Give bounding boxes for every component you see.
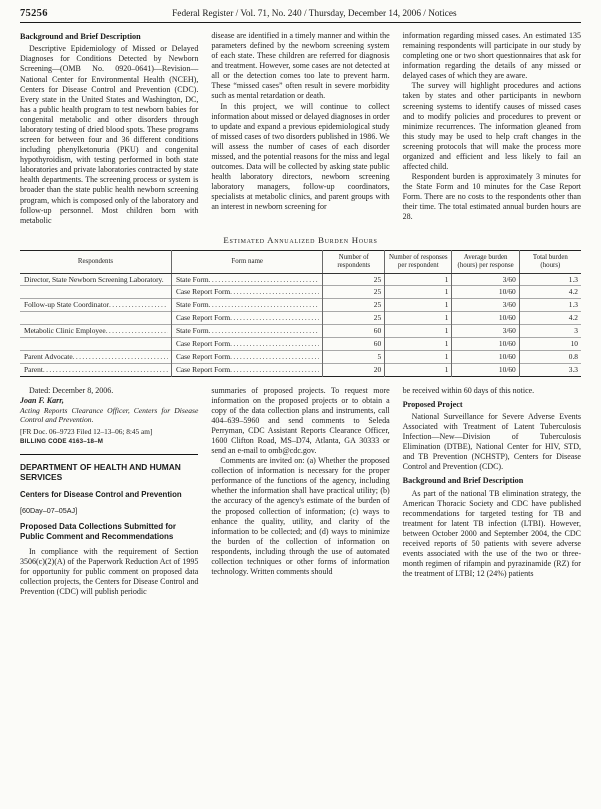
cell-avg-burden: 3/60 [452,299,519,312]
cell-total-burden: 4.2 [519,312,581,325]
dot-leader [209,276,320,285]
masthead [20,8,581,19]
cell-num-responses: 1 [385,363,452,376]
paragraph: National Surveillance for Severe Adverse Events Associated with Treatment of Latent Tuberculosis Infection—New—Division of Tuberculosis Elimination (DTBE), National Center for HIV, STD, and TB Prevention (NCHSTP), Centers for Disease Control and Prevention (CDC). [402,412,581,472]
dot-leader [230,314,319,323]
cell-num-respondents: 60 [323,337,385,350]
burden-hours-table [20,250,581,377]
page-number: 75256 [20,8,48,19]
cell-num-respondents: 25 [323,273,385,286]
col-header-num-responses: Number of responses per respondent [385,250,452,273]
col-header-num-respondents: Number of respondents [323,250,385,273]
top-columns [20,31,581,226]
fr-doc-line: [FR Doc. 06–9723 Filed 12–13–06; 8:45 am] [20,426,153,436]
cell-avg-burden: 10/60 [452,286,519,299]
cell-avg-burden: 3/60 [452,325,519,338]
cell-num-responses: 1 [385,286,452,299]
paragraph: In this project, we will continue to collect information about missed or delayed diagnoses in order to update and expand a previous epidemiological study of missed cases of two disorders published in 1986. We will assess the number of cases of each disorder missed, and the potential reasons for the miss and legal outcomes. Data will be collected by asking state public health laboratory directors, newborn screening laboratory managers, follow-up coordinators, specialists at metabolic clinics, and parent groups with an interest in newborn screening for [211,101,390,212]
notice-title: Proposed Data Collections Submitted for Public Comment and Recommendations [20,521,177,541]
cell-num-responses: 1 [385,312,452,325]
cell-form-name: Case Report Form ..... [171,337,322,350]
dot-leader [209,327,320,336]
cell-num-responses: 1 [385,350,452,363]
cell-total-burden: 1.3 [519,299,581,312]
docket-number: [60Day–07–05AJ] [20,505,78,515]
cell-respondent [20,286,171,299]
paragraph: disease are identified in a timely manner and within the parameters defined by the newborn screening system of each state. These children are referred for diagnosis and treatment. However, some cases are not detected at all or the detection comes too late to prevent harm. These “missed cases” often result in severe morbidity such as mental retardation or death. [211,31,390,101]
cell-form-name: Case Report Form ..... [171,350,322,363]
cell-form-name: Case Report Form ..... [171,363,322,376]
document-separator-rule [20,454,198,455]
table-row [20,325,581,338]
col-header-respondents: Respondents [20,250,171,273]
cell-num-responses: 1 [385,299,452,312]
table-row [20,312,581,325]
paragraph: Respondent burden is approximately 3 minutes for the State Form and 10 minutes for the Case Report Form. There are no costs to the respondents other than their time. The total estimated annual burden hours are 28. [402,172,581,222]
cell-form-name: State Form ..... [171,273,322,286]
cell-total-burden: 3.3 [519,363,581,376]
signature-name: Joan F. Karr, [20,395,64,405]
cell-respondent: Director, State Newborn Screening Laboratory. [20,273,171,286]
cell-num-respondents: 25 [323,299,385,312]
cell-avg-burden: 10/60 [452,312,519,325]
paragraph: As part of the national TB elimination strategy, the American Thoracic Society and CDC have published recommendations for targeted testing for TB and treatment for latent TB infection (LTBI). However, between October 2000 and September 2004, the CDC received reports of 50 patients with severe adverse events associated with the use of the two or three-month regimen of rifampin and pyrazinamide (RZ) for the treatment of LTBI; 12 (24%) patients [402,488,581,579]
cell-avg-burden: 10/60 [452,350,519,363]
cell-total-burden: 3 [519,325,581,338]
cell-respondent: Parent ..... [20,363,171,376]
table-row [20,273,581,286]
cell-form-name: Case Report Form ..... [171,312,322,325]
masthead-title: Federal Register / Vol. 71, No. 240 / Thursday, December 14, 2006 / Notices [172,9,457,19]
dot-leader [43,366,168,375]
cell-num-respondents: 60 [323,325,385,338]
cell-avg-burden: 10/60 [452,337,519,350]
col-header-total-burden: Total burden (hours) [519,250,581,273]
cell-num-responses: 1 [385,273,452,286]
cell-num-respondents: 25 [323,286,385,299]
table-row [20,350,581,363]
bottom-column-3 [403,386,581,598]
cell-form-name: State Form ..... [171,325,322,338]
cell-num-responses: 1 [385,325,452,338]
billing-code: BILLING CODE 4163–18–M [20,438,104,446]
cell-form-name: State Form ..... [171,299,322,312]
cell-num-respondents: 5 [323,350,385,363]
cell-num-responses: 1 [385,337,452,350]
col-header-form-name: Form name [171,250,322,273]
dot-leader [109,301,168,310]
cell-avg-burden: 10/60 [452,363,519,376]
cell-respondent: Parent Advocate ..... [20,350,171,363]
cell-respondent [20,312,171,325]
paragraph: summaries of proposed projects. To request more information on the proposed projects or to obtain a copy of the data collection plans and instruments, call 404–639–5960 and send comments to Seleda Perryman, CDC Assistant Reports Clearance Officer, 1600 Clifton Road, MS–D74, Atlanta, GA 30333 or send an e-mail to omb@cdc.gov. [211,385,390,456]
signature-title: Acting Reports Clearance Officer, Centers for Disease Control and Prevention. [20,405,199,424]
top-column-1 [20,31,198,226]
dated-line: Dated: December 8, 2006. [29,385,114,395]
top-column-2 [211,31,389,226]
cell-num-respondents: 20 [323,363,385,376]
section-heading: Background and Brief Description [20,32,141,41]
dot-leader [230,366,319,375]
dot-leader [106,327,168,336]
table-row [20,286,581,299]
department-heading: DEPARTMENT OF HEALTH AND HUMAN SERVICES [20,461,181,483]
bottom-columns [20,386,581,598]
paragraph: be received within 60 days of this notice. [402,385,535,395]
cell-total-burden: 0.8 [519,350,581,363]
paragraph: Comments are invited on: (a) Whether the proposed collection of information is necessary for the proper performance of the functions of the agency, including whether the information shall have practical utility; (b) the accuracy of the agency's estimate of the burden of the proposed collection of information; (c) ways to enhance the quality, utility, and clarity of the information to be collected; and (d) ways to minimize the burden of the collection of information on respondents, including through the use of automated collection techniques or other forms of information technology. Written comments should [211,456,390,577]
table-header-row [20,250,581,273]
masthead-rule [20,22,581,23]
agency-heading: Centers for Disease Control and Prevention [20,489,182,499]
cell-respondent: Metabolic Clinic Employee ..... [20,325,171,338]
table-title: Estimated Annualized Burden Hours [223,234,378,245]
table-row [20,337,581,350]
paragraph: information regarding missed cases. An estimated 135 remaining respondents will participate in our study by completing one or two short questionnaires that ask for information regarding the details of any missed or delayed cases of which they are aware. [402,31,581,81]
paragraph: In compliance with the requirement of Section 3506(c)(2)(A) of the Paperwork Reduction Act of 1995 for opportunity for public comment on proposed data collection projects, the Centers for Disease Control and Prevention (CDC) will publish periodic [20,546,199,597]
dot-leader [209,301,320,310]
col-header-avg-burden: Average burden (hours) per response [452,250,519,273]
table-row [20,299,581,312]
paragraph: The survey will highlight procedures and actions taken by states and other participants in newborn screening systems to identify causes of missed cases and to modify policies and procedures to prevent or minimize recurrences. The information gleaned from this study may be used to help craft changes in the screening protocols that will make the process more organized and efficient and less likely to fail an affected child. [402,81,581,172]
paragraph: Descriptive Epidemiology of Missed or Delayed Diagnoses for Conditions Detected by Newborn Screening—(OMB No. 0920–0641)—Revision—National Center for Environmental Health (NCEH), Centers for Disease Control and Prevention (CDC). Every state in the United States and Washington, DC, has a public health program to test newborn babies for congenital metabolic and other disorders through laboratory testing of dried blood spots. These programs screen for between four and 36 different conditions including phenylketonuria (PKU) and congenital hypothyroidism, with testing performed in both state laboratories and private laboratories contracted by state health departments. The screening process or system is broader than the state public health newborn screening program, which is composed only of the laboratory and follow-up personnel. Most children born with metabolic [20,44,199,225]
dot-leader [230,353,319,362]
table-row [20,363,581,376]
cell-form-name: Case Report Form ..... [171,286,322,299]
cell-respondent: Follow-up State Coordinator ..... [20,299,171,312]
dot-leader [230,340,319,349]
cell-num-respondents: 25 [323,312,385,325]
top-column-3 [403,31,581,226]
cell-total-burden: 10 [519,337,581,350]
cell-total-burden: 4.2 [519,286,581,299]
cell-avg-burden: 3/60 [452,273,519,286]
dot-leader [73,353,168,362]
section-heading: Proposed Project [402,399,463,409]
dot-leader [230,288,319,297]
bottom-column-2 [211,386,389,598]
section-heading: Background and Brief Description [402,476,524,486]
cell-respondent [20,337,171,350]
bottom-column-1 [20,386,198,598]
cell-total-burden: 1.3 [568,274,578,284]
